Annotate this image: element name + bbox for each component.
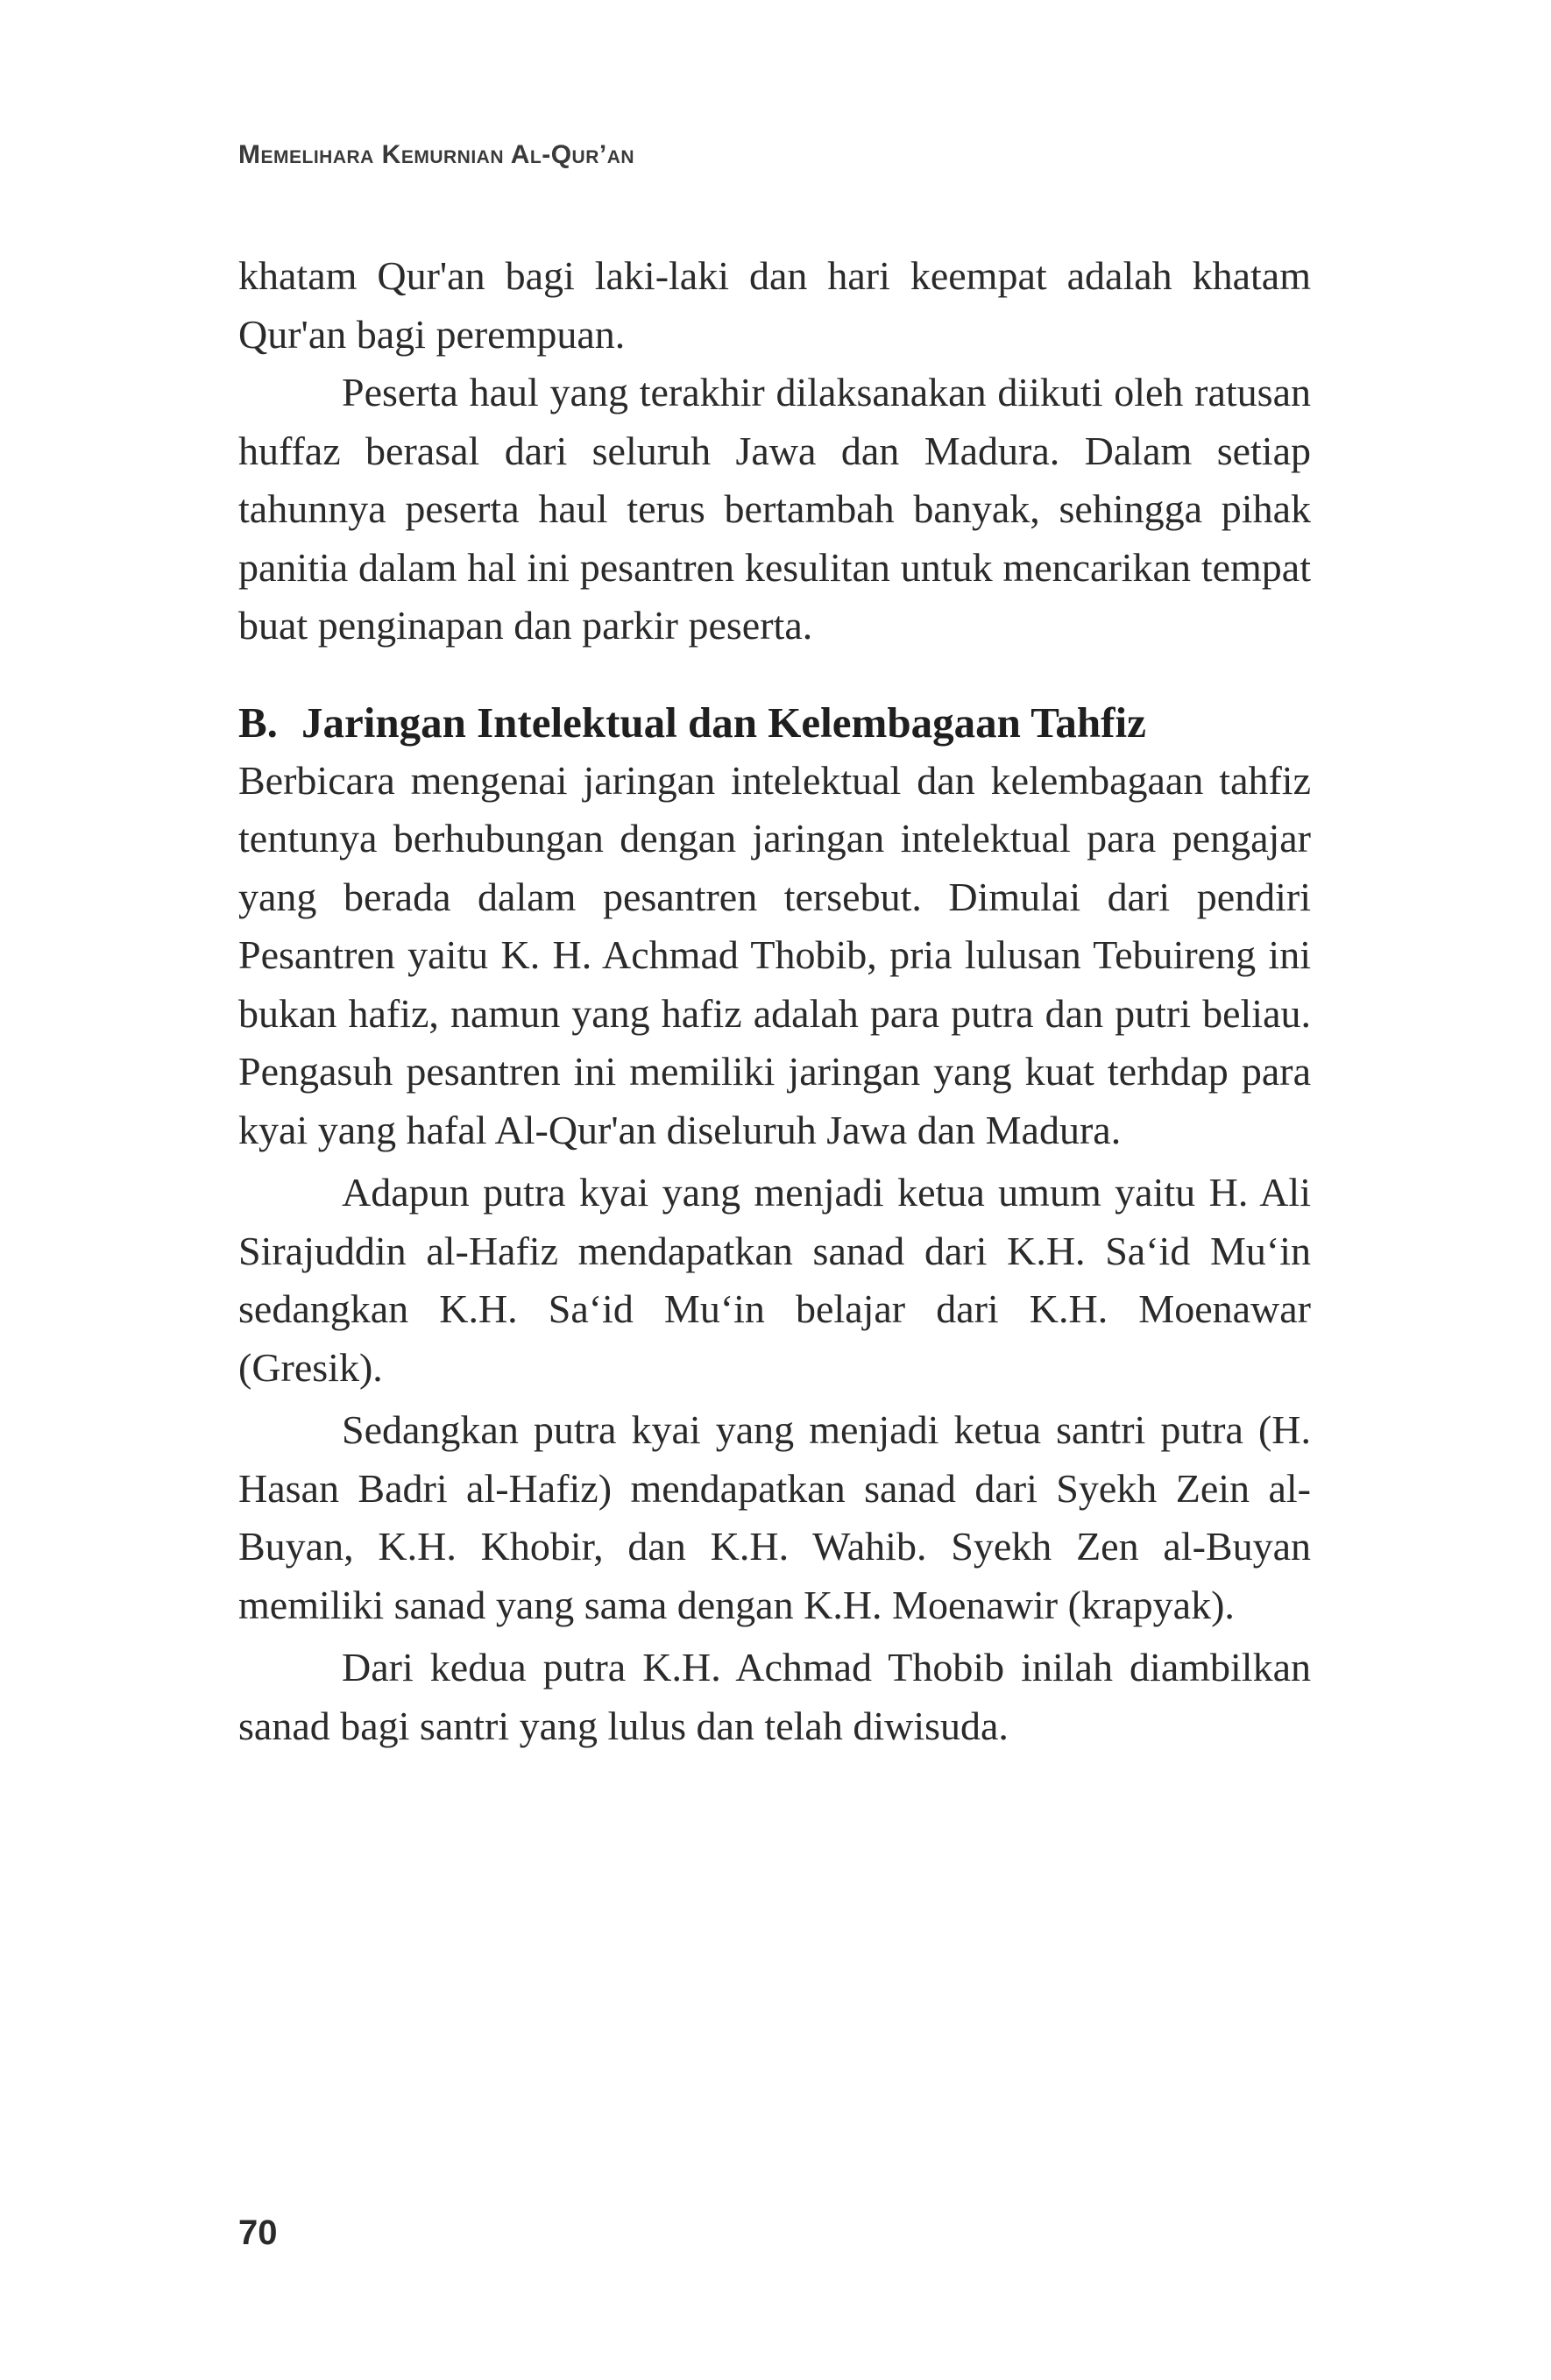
paragraph-general-chairman: Adapun putra kyai yang menjadi ketua umum yaitu H. Ali Sirajuddin al-Hafiz mendapatkan sanad dari K.H. Sa‘id Mu‘in sedangkan K.H. Sa‘id Mu‘in belajar dari K.H. Moenawar (Gresik). <box>238 1170 1311 1390</box>
paragraph-continuation: khatam Qur'an bagi laki-laki dan hari keempat adalah khatam Qur'an bagi perempuan. <box>238 253 1311 357</box>
text-column <box>238 247 1311 1755</box>
running-head: Memelihara Kemurnian Al-Qur’an <box>238 140 635 169</box>
paragraph-intellectual-network: Berbicara mengenai jaringan intelektual dan kelembagaan tahfiz tentunya berhubungan dengan jaringan intelektual para pengajar yang berada dalam pesantren tersebut. Dimulai dari pendiri Pesantren yaitu K. H. Achmad Thobib, pria lulusan Tebuireng ini bukan hafiz, namun yang hafiz adalah para putra dan putri beliau. Pengasuh pesantren ini memiliki jaringan yang kuat terhdap para kyai yang hafal Al-Qur'an diseluruh Jawa dan Madura. <box>238 757 1311 1152</box>
paragraph-haul-participants: Peserta haul yang terakhir dilaksanakan diikuti oleh ratusan huffaz berasal dari seluruh Jawa dan Madura. Dalam setiap tahunnya peserta haul terus bertambah banyak, sehingga pihak panitia dalam hal ini pesantren kesulitan untuk mencarikan tempat buat penginapan dan parkir peserta. <box>238 370 1311 648</box>
paragraph-sanad-conclusion: Dari kedua putra K.H. Achmad Thobib inilah diambilkan sanad bagi santri yang lulus dan telah diwisuda. <box>238 1645 1311 1748</box>
section-title: Jaringan Intelektual dan Kelembagaan Tahfiz <box>301 698 1146 747</box>
section-number: B. <box>238 698 278 747</box>
section-heading <box>238 694 1311 752</box>
page-number: 70 <box>238 2214 278 2252</box>
paragraph-santri-chairman: Sedangkan putra kyai yang menjadi ketua santri putra (H. Hasan Badri al-Hafiz) mendapatkan sanad dari Syekh Zein al-Buyan, K.H. Khobir, dan K.H. Wahib. Syekh Zen al-Buyan memiliki sanad yang sama dengan K.H. Moenawir (krapyak). <box>238 1407 1311 1627</box>
